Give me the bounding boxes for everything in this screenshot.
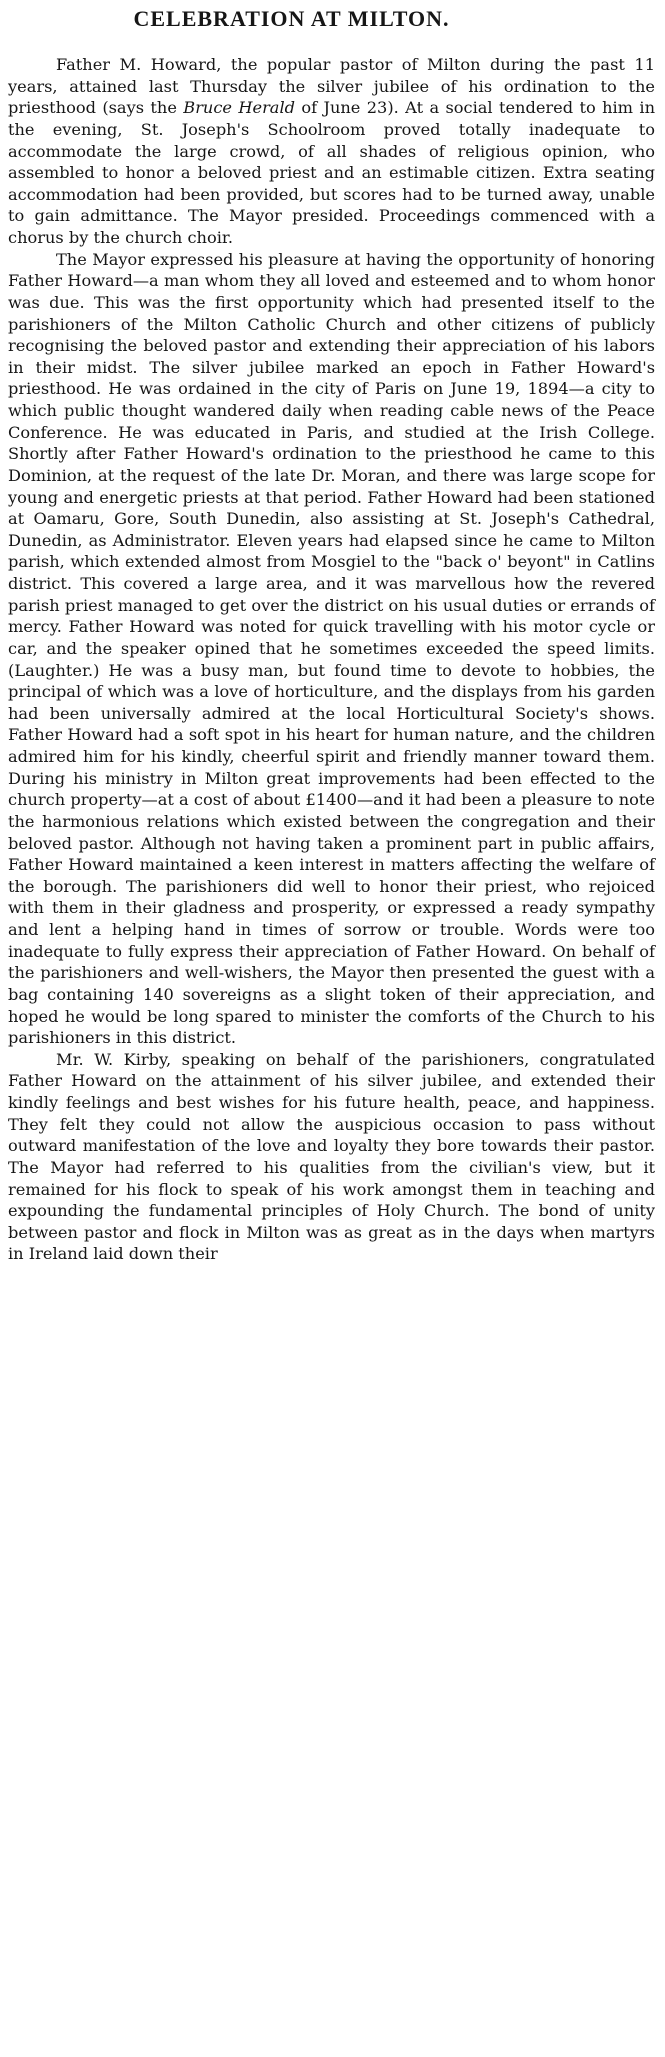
article-headline <box>8 6 655 32</box>
article-paragraph-3: Mr. W. Kirby, speaking on behalf of the parishioners, congratulated Father Howard on the attainment of his silver jubilee, and extended their kindly feelings and best wishes for his future health, peace, and happiness. They felt they could not allow the auspicious occasion to pass without outward manifestation of the love and loyalty they bore towards their pastor. The Mayor had referred to his qualities from the civilian's view, but it remained for his flock to speak of his work amongst them in teaching and expounding the fundamental principles of Holy Church. The bond of unity between pastor and flock in Milton was as great as in the days when martyrs in Ireland laid down their <box>8 1049 655 1264</box>
paragraph-1-text-end: of June 23). At a social tendered to him in the evening, St. Joseph's Schoolroom proved totally inadequate to accommodate the large crowd, of all shades of religious opinion, who assembled to honor a beloved priest and an estimable citizen. Extra seating accommodation had been provided, but scores had to be turned away, unable to gain admittance. The Mayor presided. Proceedings commenced with a chorus by the church choir. <box>8 98 656 247</box>
headline-text: CELEBRATION AT MILTON. <box>133 6 450 31</box>
paragraph-1-text-start: Father M. Howard, the popular pastor of Milton during the past 11 years, attained last Thursday the silver jubilee of his ordination to the priesthood (says the <box>8 55 655 118</box>
newspaper-source-name: Bruce Herald <box>183 98 295 118</box>
article-paragraph-1 <box>8 54 655 249</box>
article-paragraph-2: The Mayor expressed his pleasure at having the opportunity of honoring Father Howard—a man whom they all loved and esteemed and to whom honor was due. This was the first opportunity which had presented itself to the parishioners of the Milton Catholic Church and other citizens of publicly recognising the beloved pastor and extending their appreciation of his labors in their midst. The silver jubilee marked an epoch in Father Howard's priesthood. He was ordained in the city of Paris on June 19, 1894—a city to which public thought wandered daily when reading cable news of the Peace Conference. He was educated in Paris, and studied at the Irish College. Shortly after Father Howard's ordination to the priesthood he came to this Dominion, at the request of the late Dr. Moran, and there was large scope for young and energetic priests at that period. Father Howard had been stationed at Oamaru, Gore, South Dunedin, also assisting at St. Joseph's Cathedral, Dunedin, as Administrator. Eleven years had elapsed since he came to Milton parish, which extended almost from Mosgiel to the "back o' beyont" in Catlins district. This covered a large area, and it was marvellous how the revered parish priest managed to get over the district on his usual duties or errands of mercy. Father Howard was noted for quick travelling with his motor cycle or car, and the speaker opined that he sometimes exceeded the speed limits. (Laughter.) He was a busy man, but found time to devote to hobbies, the principal of which was a love of horticulture, and the displays from his garden had been universally admired at the local Horticultural Society's shows. Father Howard had a soft spot in his heart for human nature, and the children admired him for his kindly, cheerful spirit and friendly manner toward them. During his ministry in Milton great improvements had been effected to the church property—at a cost of about £1400—and it had been a pleasure to note the harmonious relations which existed between the congregation and their beloved pastor. Although not having taken a prominent part in public affairs, Father Howard maintained a keen interest in matters affecting the welfare of the borough. The parishioners did well to honor their priest, who rejoiced with them in their gladness and prosperity, or expressed a ready sympathy and lent a helping hand in times of sorrow or trouble. Words were too inadequate to fully express their appreciation of Father Howard. On behalf of the parishioners and well-wishers, the Mayor then presented the guest with a bag containing 140 sovereigns as a slight token of their appreciation, and hoped he would be long spared to minister the comforts of the Church to his parishioners in this district. <box>8 249 655 1048</box>
